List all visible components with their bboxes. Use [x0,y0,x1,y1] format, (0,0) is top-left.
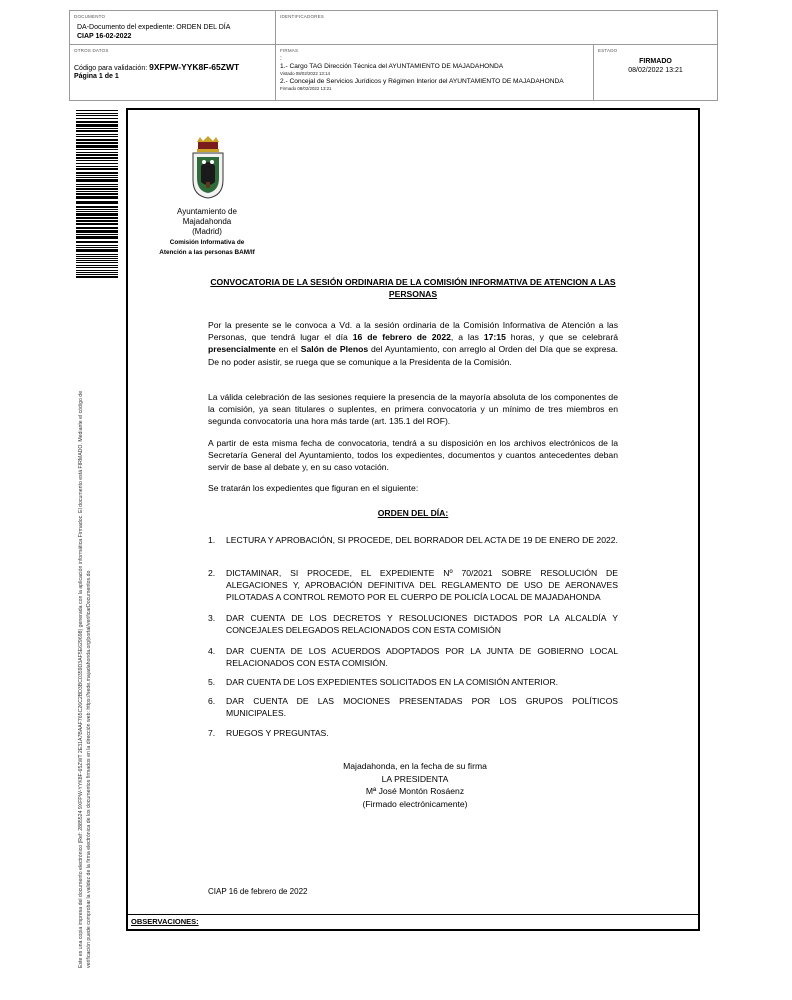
barcode-icon [76,110,118,280]
list-item [208,645,618,669]
validation-code-line [74,62,239,72]
validation-code-label: Código para validación: [74,65,148,72]
document-title: CONVOCATORIA DE LA SESIÓN ORDINARIA DE LA COMISIÓN INFORMATIVA DE ATENCION A LAS PERSONAS [210,277,616,299]
documento-cell [70,11,276,45]
documento-caption: DOCUMENTO [74,14,106,19]
list-item [208,727,618,739]
comision-line1: Comisión Informativa de [169,239,245,246]
firmas-cell [276,45,594,100]
p1-mode: presencialmente [208,344,276,355]
item-text: LECTURA Y APROBACIÓN, SI PROCEDE, DEL BORRADOR DEL ACTA DE 19 DE ENERO DE 2022. [226,535,618,545]
p1-place: Salón de Plenos [300,344,369,355]
documento-line2: CIAP 16-02-2022 [77,33,132,40]
signature-name: Mª José Montón Rosáenz [365,786,465,797]
firma-1: 1.- Cargo TAG Dirección Técnica del AYUNTAMIENTO DE MAJADAHONDA [280,63,504,70]
signature-place-date: Majadahonda, en la fecha de su firma [343,761,487,771]
item-text: DAR CUENTA DE LOS ACUERDOS ADOPTADOS POR LA JUNTA DE GOBIERNO LOCAL RELACIONADOS CON ESTA COMISIÓN. [226,646,618,669]
p1-time: 17:15 [483,332,506,343]
firma-2: 2.- Concejal de Servicios Jurídicos y Régimen Interior del AYUNTAMIENTO DE MAJADAHONDA [280,78,564,85]
list-item [208,567,618,604]
p1-text-g: en el [275,344,301,355]
ayuntamiento-name [150,207,264,237]
paragraph-intro-orden: Se tratarán los expedientes que figuran en el siguiente: [208,483,419,493]
item-text: RUEGOS Y PREGUNTAS. [226,728,329,738]
list-item [208,534,618,546]
observaciones-label: OBSERVACIONES: [131,917,199,926]
orden-del-dia-title: ORDEN DEL DÍA: [377,508,449,518]
item-text: DAR CUENTA DE LOS EXPEDIENTES SOLICITADOS EN LA COMISIÓN ANTERIOR. [226,677,559,687]
estado-cell [594,45,717,100]
identificadores-cell [276,11,717,45]
item-number: 7. [208,728,216,738]
list-item [208,676,618,688]
comision-name [150,238,264,258]
item-number: 3. [208,613,216,623]
item-number: 4. [208,646,216,656]
side-verification-text [78,298,96,968]
ayto-line1: Ayuntamiento de [177,207,237,216]
p1-text-i: del Ayuntamiento, con arreglo al Orden del Día que se expresa. De no poder asistir, se ruega que se comunique a la Presidenta de la Comisión. [208,344,618,367]
otros-caption: OTROS DATOS [74,48,109,53]
ayto-line3: (Madrid) [192,227,222,236]
validation-code[interactable]: 9XFPW-YYK8F-65ZWT [149,62,240,72]
p1-text-e: horas, y que se celebrará [505,332,618,343]
paragraph-archivos: A partir de esta misma fecha de convocatoria, tendrá a su disposición en los archivos electrónicos de la Secretaría General del Ayuntamiento, todos los expedientes, documentos y cuantos antecedentes deban servir de base al debate y, en su caso votación. [208,438,618,473]
item-number: 1. [208,535,216,545]
list-item [208,695,618,719]
item-text: DAR CUENTA DE LOS DECRETOS Y RESOLUCIONES DICTADOS POR LA ALCALDÍA Y CONCEJALES DELEGADOS RELACIONADOS CON ESTA COMISIÓN [226,613,618,636]
municipal-crest-icon [189,136,227,200]
item-number: 5. [208,677,216,687]
side-text-line1: Este es una copia impresa del documento electrónico (Ref: 2885524 9XFPW-YYK8F-65ZWT 2E31A7BAAF765C26C2BD3BC0359D3AF5E629698) generada con la aplicación informática Firmadoc. El documento está FIRMADO. Mediante el código de [78,390,84,968]
estado-caption: ESTADO [598,48,618,53]
comision-line2: Atención a las personas BAM/lf [159,249,255,256]
item-number: 2. [208,568,216,578]
p1-date: 16 de febrero de 2022 [352,332,451,343]
footer-reference: CIAP 16 de febrero de 2022 [208,887,308,896]
firma-2-date: Firmado 08/02/2022 13:21 [280,86,332,91]
list-item [208,612,618,636]
item-text: DICTAMINAR, SI PROCEDE, EL EXPEDIENTE Nº 70/2021 SOBRE RESOLUCIÓN DE ALEGACIONES Y, APROBACIÓN DEFINITIVA DEL REGLAMENTO DE USO DE AERONAVES PILOTADAS A CONTROL REMOTO POR EL CUERPO DE POLICÍA LOCAL DE MAJADAHONDA [226,568,618,603]
paragraph-convocatoria [208,319,618,368]
page-indicator: Página 1 de 1 [74,73,119,80]
documento-line1: DA-Documento del expediente: ORDEN DEL DÍA [77,24,231,31]
ayto-line2: Majadahonda [182,217,232,226]
item-text: DAR CUENTA DE LAS MOCIONES PRESENTADAS POR LOS GRUPOS POLÍTICOS MUNICIPALES. [226,696,618,719]
firma-1-date: Vistado 08/02/2022 13:14 [280,71,330,76]
p1-text-c: , a las [450,332,484,343]
signature-note: (Firmado electrónicamente) [362,798,468,809]
firmas-marker: : [280,55,282,62]
otros-datos-cell [70,45,276,100]
side-text-line2: verificación puede comprobar la validez de la firma electrónica de los documentos firmados en la dirección web: https://sede.majadahonda.org/portal/verificarDocumentos.do [85,570,92,968]
p1-text-a: Por la presente se le convoca a Vd. a la sesión ordinaria de la Comisión Informativa de Atención a las Personas, que tendrá lugar el día [208,320,618,343]
estado-date: 08/02/2022 13:21 [628,67,683,74]
item-number: 6. [208,696,216,706]
paragraph-quorum: La válida celebración de las sesiones requiere la presencia de la mayoría absoluta de los componentes de la comisión, ya sean titulares o suplentes, en primera convocatoria y un mínimo de tres miembros en segunda convocatoria una hora más tarde (art. 135.1 del ROF). [208,392,618,427]
firmas-caption: FIRMAS [280,48,299,53]
document-header [69,10,718,101]
signature-block [315,760,515,810]
identificadores-caption: IDENTIFICADORES [280,14,325,19]
observaciones-bar [128,914,698,929]
signature-role: LA PRESIDENTA [381,773,449,784]
estado-value: FIRMADO [639,58,672,65]
